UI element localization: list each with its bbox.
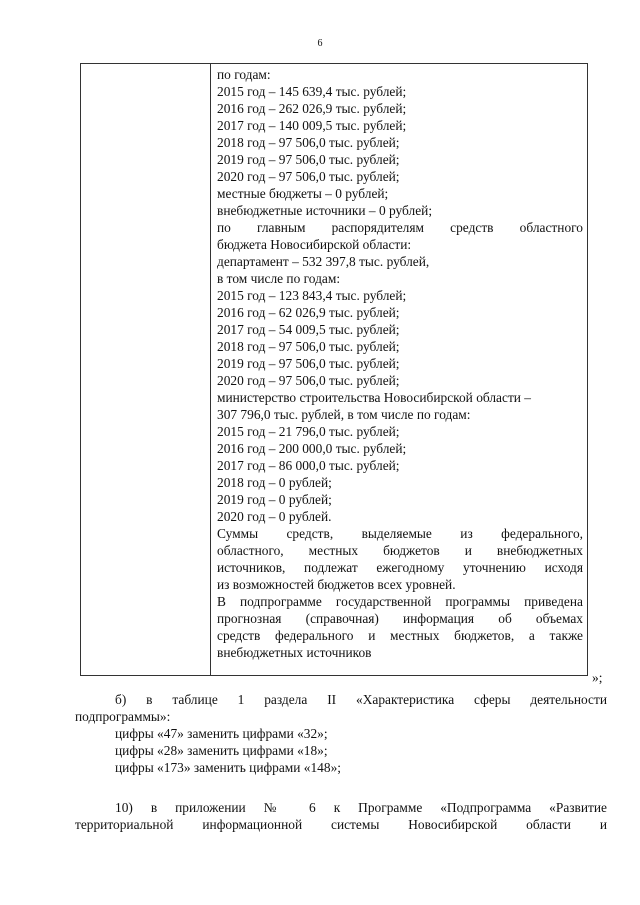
cell-line: 2017 год – 86 000,0 тыс. рублей;: [217, 458, 400, 473]
table-column-divider: [210, 63, 211, 676]
list-item: цифры «47» заменить цифрами «32»;: [115, 726, 328, 741]
cell-line: 2019 год – 97 506,0 тыс. рублей;: [217, 356, 400, 371]
paragraph-b: [75, 691, 607, 776]
cell-line: министерство строительства Новосибирской области –: [217, 390, 531, 405]
cell-line: по годам:: [217, 67, 271, 82]
cell-line: 2020 год – 97 506,0 тыс. рублей;: [217, 373, 400, 388]
cell-line: 2015 год – 21 796,0 тыс. рублей;: [217, 424, 400, 439]
cell-line: 2016 год – 200 000,0 тыс. рублей;: [217, 441, 407, 456]
list-item: цифры «173» заменить цифрами «148»;: [115, 760, 341, 775]
cell-line: 2019 год – 97 506,0 тыс. рублей;: [217, 152, 400, 167]
cell-line: источников, подлежат ежегодному уточнению исходя: [217, 560, 583, 575]
cell-line: 2017 год – 140 009,5 тыс. рублей;: [217, 118, 407, 133]
cell-line: 2015 год – 145 639,4 тыс. рублей;: [217, 84, 407, 99]
cell-line: 2016 год – 62 026,9 тыс. рублей;: [217, 305, 400, 320]
cell-line: местные бюджеты – 0 рублей;: [217, 186, 389, 201]
cell-line: 2016 год – 262 026,9 тыс. рублей;: [217, 101, 407, 116]
paragraph-line: б) в таблице 1 раздела II «Характеристика сферы деятельности: [115, 692, 607, 707]
page-number: 6: [317, 38, 323, 49]
cell-line: 2018 год – 0 рублей;: [217, 475, 332, 490]
cell-line: 2019 год – 0 рублей;: [217, 492, 332, 507]
paragraph-line: 10) в приложении № 6 к Программе «Подпрограмма «Развитие: [115, 800, 607, 815]
cell-line: 2018 год – 97 506,0 тыс. рублей;: [217, 339, 400, 354]
cell-line: 2018 год – 97 506,0 тыс. рублей;: [217, 135, 400, 150]
cell-line: 2020 год – 97 506,0 тыс. рублей;: [217, 169, 400, 184]
cell-line: по главным распорядителям средств областного: [217, 220, 583, 235]
cell-line: 2017 год – 54 009,5 тыс. рублей;: [217, 322, 400, 337]
cell-line: 307 796,0 тыс. рублей, в том числе по годам:: [217, 407, 471, 422]
cell-line: 2015 год – 123 843,4 тыс. рублей;: [217, 288, 407, 303]
cell-line: департамент – 532 397,8 тыс. рублей,: [217, 254, 430, 269]
cell-line: прогнозная (справочная) информация об объемах: [217, 611, 583, 626]
cell-line: бюджета Новосибирской области:: [217, 237, 412, 252]
paragraph-line: подпрограммы»:: [75, 709, 171, 724]
paragraph-line: территориальной информационной системы Новосибирской области и: [75, 817, 607, 832]
cell-line: внебюджетных источников: [217, 645, 372, 660]
cell-line: Суммы средств, выделяемые из федерального,: [217, 526, 583, 541]
cell-line: В подпрограмме государственной программы приведена: [217, 594, 583, 609]
cell-line: областного, местных бюджетов и внебюджетных: [217, 543, 583, 558]
cell-line: 2020 год – 0 рублей.: [217, 509, 332, 524]
cell-line: внебюджетные источники – 0 рублей;: [217, 203, 433, 218]
list-item: цифры «28» заменить цифрами «18»;: [115, 743, 328, 758]
closing-quote: »;: [592, 670, 603, 685]
cell-line: в том числе по годам:: [217, 271, 341, 286]
paragraph-10: [75, 799, 607, 833]
cell-line: средств федерального и местных бюджетов, а также: [217, 628, 583, 643]
table-cell-financing: [217, 66, 583, 661]
cell-line: из возможностей бюджетов всех уровней.: [217, 577, 456, 592]
